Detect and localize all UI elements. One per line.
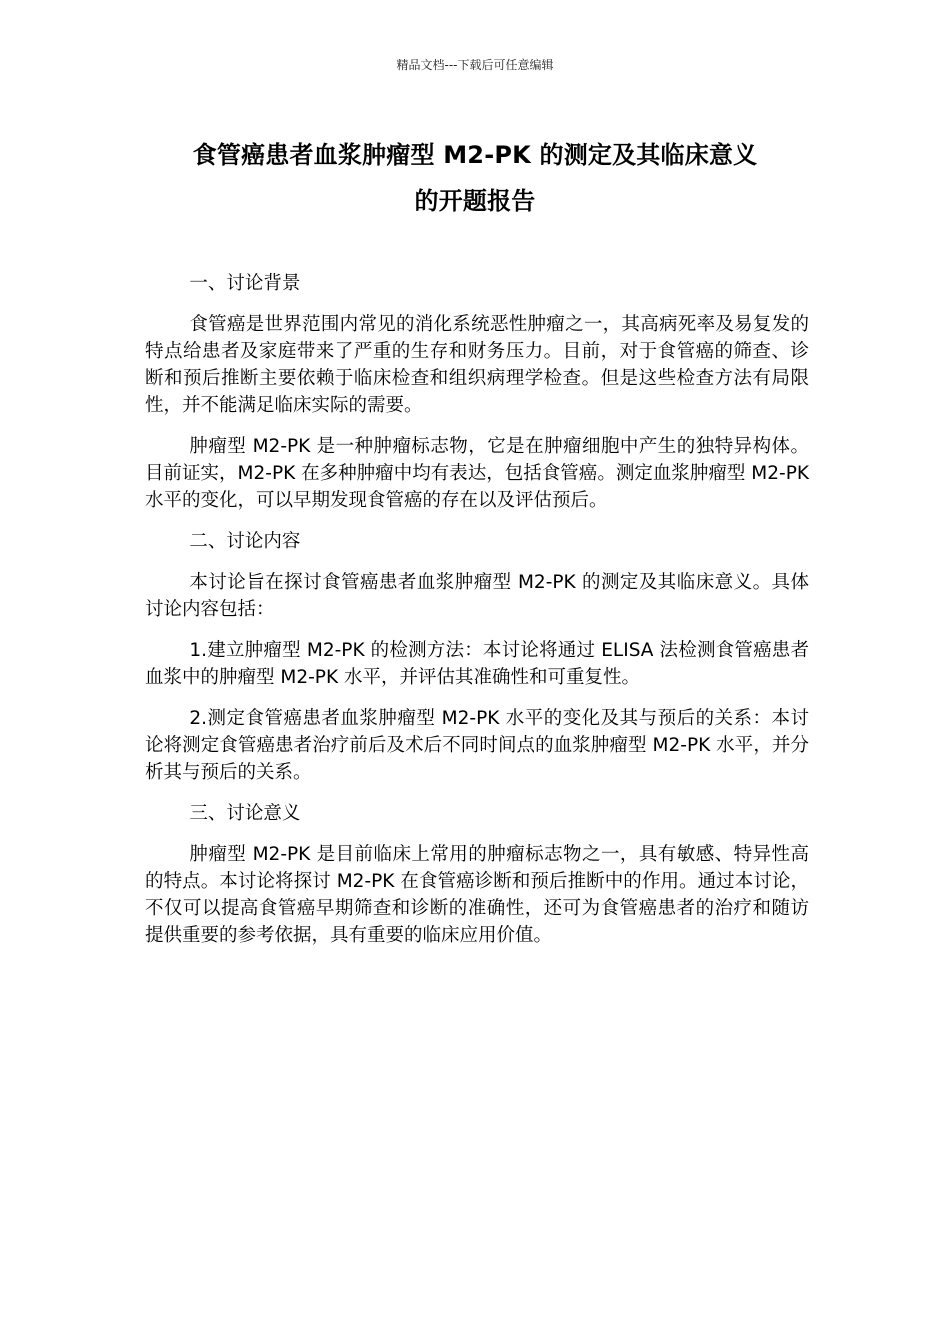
document-title (130, 132, 820, 224)
paragraph-content-intro: 本讨论旨在探讨食管癌患者血浆肿瘤型 M2-PK 的测定及其临床意义。具体讨论内容包括： (145, 572, 809, 620)
paragraph-content-item-1: 1.建立肿瘤型 M2-PK 的检测方法：本讨论将通过 ELISA 法检测食管癌患者血浆中的肿瘤型 M2-PK 水平，并评估其准确性和可重复性。 (145, 640, 809, 688)
section-heading-content: 二、讨论内容 (189, 531, 301, 552)
paragraph-background-2: 肿瘤型 M2-PK 是一种肿瘤标志物，它是在肿瘤细胞中产生的独特异构体。目前证实，M2-PK 在多种肿瘤中均有表达，包括食管癌。测定血浆肿瘤型 M2-PK 水平的变化，可以早期发现食管癌的存在以及评估预后。 (145, 436, 809, 511)
paragraph-significance: 肿瘤型 M2-PK 是目前临床上常用的肿瘤标志物之一，具有敏感、特异性高的特点。本讨论将探讨 M2-PK 在食管癌诊断和预后推断中的作用。通过本讨论，不仅可以提高食管癌早期筛查和诊断的准确性，还可为食管癌患者的治疗和随访提供重要的参考依据，具有重要的临床应用价值。 (145, 844, 809, 946)
page-header: 精品文档---下载后可任意编辑 (396, 58, 554, 72)
document-title-line-1: 食管癌患者血浆肿瘤型 M2-PK 的测定及其临床意义 (192, 141, 758, 169)
section-heading-background: 一、讨论背景 (189, 273, 301, 294)
paragraph-content-item-2: 2.测定食管癌患者血浆肿瘤型 M2-PK 水平的变化及其与预后的关系：本讨论将测定食管癌患者治疗前后及术后不同时间点的血浆肿瘤型 M2-PK 水平，并分析其与预后的关系。 (145, 708, 809, 783)
document-body (145, 270, 809, 963)
section-heading-significance: 三、讨论意义 (189, 803, 301, 824)
document-title-line-2: 的开题报告 (414, 187, 536, 215)
paragraph-background-1: 食管癌是世界范围内常见的消化系统恶性肿瘤之一，其高病死率及易复发的特点给患者及家庭带来了严重的生存和财务压力。目前，对于食管癌的筛查、诊断和预后推断主要依赖于临床检查和组织病理学检查。但是这些检查方法有局限性，并不能满足临床实际的需要。 (145, 314, 809, 416)
